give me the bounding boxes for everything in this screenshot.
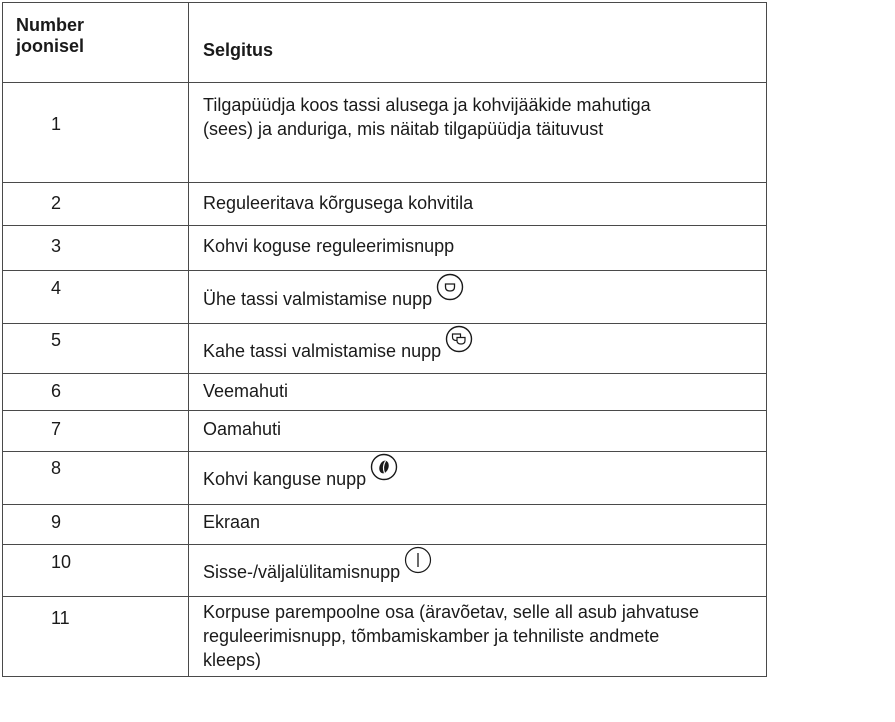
table-row: [3, 226, 767, 271]
table-row: [3, 374, 767, 411]
header-number: [3, 3, 189, 83]
parts-table: [2, 2, 767, 677]
row-description-line: Korpuse parempoolne osa (äravõetav, selle all asub jahvatuse: [203, 602, 699, 622]
row-number: 5: [3, 324, 189, 374]
row-number: 3: [3, 226, 189, 271]
table-row: [3, 83, 767, 183]
row-description-line: reguleerimisnupp, tõmbamiskamber ja tehniliste andmete: [203, 626, 660, 646]
row-description: Kohvi koguse reguleerimisnupp: [189, 226, 767, 271]
row-description-text: Sisse-/väljalülitamisnupp: [203, 562, 401, 582]
row-number: 10: [3, 545, 189, 597]
header-number-line1: Number: [16, 15, 85, 35]
row-number: 8: [3, 452, 189, 505]
row-description-line: Tilgapüüdja koos tassi alusega ja kohvijääkide mahutiga: [203, 95, 651, 115]
row-description-line: (sees) ja anduriga, mis näitab tilgapüüdja täituvust: [203, 119, 604, 139]
power-icon: [404, 546, 432, 574]
row-number: 1: [3, 83, 189, 183]
row-description: [189, 545, 767, 597]
table-row: [3, 452, 767, 505]
row-description: Veemahuti: [189, 374, 767, 411]
row-number: 9: [3, 505, 189, 545]
row-description: [189, 597, 767, 677]
header-description: Selgitus: [189, 3, 767, 83]
row-description: [189, 83, 767, 183]
table-row: [3, 545, 767, 597]
row-number: 7: [3, 411, 189, 452]
table-row: [3, 183, 767, 226]
table-row: [3, 324, 767, 374]
one-cup-icon: [436, 273, 464, 301]
table-header-row: [3, 3, 767, 83]
row-number: 2: [3, 183, 189, 226]
header-number-line2: joonisel: [16, 36, 85, 56]
table-row: [3, 271, 767, 324]
row-description-text: Kohvi kanguse nupp: [203, 469, 367, 489]
row-description-text: Ühe tassi valmistamise nupp: [203, 289, 433, 309]
row-number: 6: [3, 374, 189, 411]
row-description: [189, 271, 767, 324]
coffee-bean-icon: [370, 453, 398, 481]
row-description: Reguleeritava kõrgusega kohvitila: [189, 183, 767, 226]
table-row: [3, 505, 767, 545]
row-description: Ekraan: [189, 505, 767, 545]
row-description-text: Kahe tassi valmistamise nupp: [203, 341, 442, 361]
row-number: 11: [3, 597, 189, 677]
two-cups-icon: [445, 325, 473, 353]
table-row: [3, 411, 767, 452]
table-row: [3, 597, 767, 677]
row-description: [189, 452, 767, 505]
row-number: 4: [3, 271, 189, 324]
row-description-line: kleeps): [203, 650, 262, 670]
row-description: Oamahuti: [189, 411, 767, 452]
row-description: [189, 324, 767, 374]
